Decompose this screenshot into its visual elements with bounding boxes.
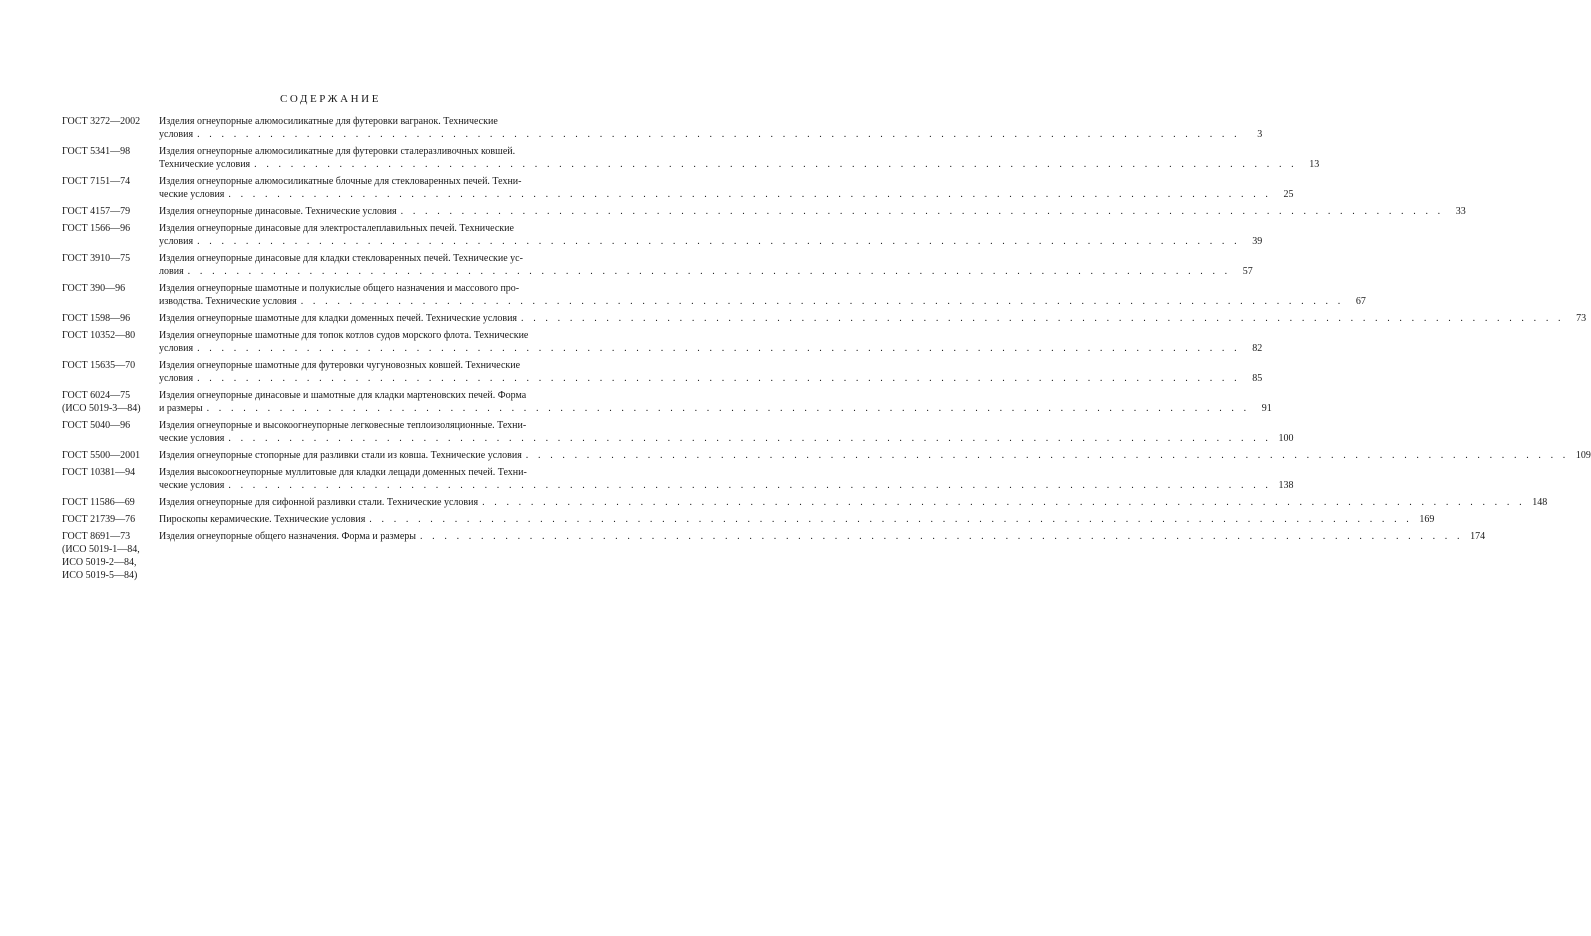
toc-entry — [62, 115, 1263, 141]
standard-code-line: ГОСТ 5500—2001 — [62, 450, 141, 461]
entry-title-line: Изделия огнеупорные динасовые. Технические условия — [159, 206, 397, 217]
entry-title — [159, 205, 1466, 218]
standard-code-line: ГОСТ 6024—75 — [62, 390, 131, 401]
entry-title-line: Пироскопы керамические. Технические условия — [159, 514, 366, 525]
entry-title — [159, 252, 1253, 278]
entry-title-line: Изделия огнеупорные для сифонной разливки стали. Технические условия — [159, 497, 479, 508]
standard-code — [62, 359, 159, 372]
standard-code — [62, 312, 159, 325]
leader-dots — [420, 530, 1463, 543]
entry-title-line: Изделия огнеупорные шамотные для кладки доменных печей. Технические условия — [159, 313, 518, 324]
page-number: 33 — [1455, 206, 1466, 217]
page-number: 67 — [1355, 296, 1366, 307]
entry-title — [159, 419, 1294, 445]
standard-code-line: ГОСТ 5341—98 — [62, 146, 131, 157]
entry-title — [159, 175, 1294, 201]
entry-title — [159, 389, 1272, 415]
entry-title-line: изводства. Технические условия — [159, 296, 297, 307]
standard-code-line: ГОСТ 1598—96 — [62, 313, 131, 324]
page-number: 174 — [1470, 531, 1486, 542]
leader-dots — [228, 479, 1271, 492]
entry-title-line: Изделия огнеупорные шамотные и полукислые общего назначения и массового про- — [159, 283, 520, 294]
entry-title — [159, 466, 1294, 492]
entry-title — [159, 449, 1591, 462]
page-number: 82 — [1252, 343, 1263, 354]
entry-title-line: Изделия огнеупорные шамотные для футеровки чугуновозных ковшей. Технические — [159, 360, 521, 371]
leader-dots — [197, 235, 1240, 248]
entry-title-line: ческие условия — [159, 189, 225, 200]
standard-code-line: ГОСТ 3272—2002 — [62, 116, 141, 127]
entry-title-line: Изделия огнеупорные общего назначения. Форма и размеры — [159, 531, 416, 542]
entry-title-line: условия — [159, 343, 194, 354]
entry-title-line: ческие условия — [159, 480, 225, 491]
toc-entry — [62, 282, 1366, 308]
standard-code-line: ГОСТ 11586—69 — [62, 497, 135, 508]
leader-dots — [197, 372, 1240, 385]
standard-code-line: ГОСТ 10352—80 — [62, 330, 136, 341]
page-number: 109 — [1575, 450, 1591, 461]
leader-dots — [482, 496, 1525, 509]
leader-dots — [188, 265, 1231, 278]
standard-code — [62, 329, 159, 342]
entry-title-line: условия — [159, 236, 194, 247]
standard-code-line: ГОСТ 8691—73 — [62, 531, 131, 542]
leader-dots — [301, 295, 1344, 308]
standard-code-line: ГОСТ 4157—79 — [62, 206, 131, 217]
leader-dots — [369, 513, 1412, 526]
standard-code-line: ГОСТ 3910—75 — [62, 253, 131, 264]
entry-title — [159, 282, 1366, 308]
standard-code-line: ИСО 5019-5—84) — [62, 570, 138, 581]
standard-code-line: ГОСТ 7151—74 — [62, 176, 131, 187]
entry-title-line: и размеры — [159, 403, 203, 414]
entry-title — [159, 222, 1262, 248]
toc-entry — [62, 389, 1272, 415]
page-number: 85 — [1252, 373, 1263, 384]
leader-dots — [526, 449, 1569, 462]
standard-code — [62, 145, 159, 158]
toc-entry — [62, 419, 1294, 445]
toc-entry — [62, 513, 1435, 526]
page-number: 148 — [1532, 497, 1548, 508]
page-number: 100 — [1278, 433, 1294, 444]
entry-title-line: Изделия огнеупорные и высокоогнеупорные легковесные теплоизоляционные. Техни- — [159, 420, 527, 431]
leader-dots — [207, 402, 1250, 415]
page-number: 91 — [1261, 403, 1272, 414]
standard-code — [62, 115, 159, 128]
entry-title-line: ловия — [159, 266, 184, 277]
page-number: 73 — [1576, 313, 1587, 324]
entry-title-line: Изделия огнеупорные динасовые для кладки стекловаренных печей. Технические ус- — [159, 253, 523, 264]
leader-dots — [228, 188, 1271, 201]
page-number: 25 — [1283, 189, 1294, 200]
standard-code-line: (ИСО 5019-1—84, — [62, 544, 140, 555]
toc-entry — [62, 530, 1486, 582]
entry-title — [159, 312, 1586, 325]
standard-code — [62, 175, 159, 188]
toc-entry — [62, 496, 1548, 509]
entry-title-line: Изделия огнеупорные алюмосиликатные блочные для стекловаренных печей. Техни- — [159, 176, 522, 187]
standard-code-line: ГОСТ 21739—76 — [62, 514, 136, 525]
entry-title-line: Изделия огнеупорные динасовые для электросталеплавильных печей. Технические — [159, 223, 514, 234]
toc-entry — [62, 205, 1466, 218]
standard-code — [62, 282, 159, 295]
table-of-contents — [62, 115, 1591, 586]
leader-dots — [197, 342, 1240, 355]
standard-code — [62, 252, 159, 265]
leader-dots — [401, 205, 1444, 218]
entry-title-line: условия — [159, 373, 194, 384]
entry-title-line: ческие условия — [159, 433, 225, 444]
standard-code — [62, 530, 159, 582]
standard-code-line: ИСО 5019-2—84, — [62, 557, 137, 568]
standard-code — [62, 449, 159, 462]
entry-title — [159, 329, 1262, 355]
page-number: 169 — [1419, 514, 1435, 525]
entry-title — [159, 513, 1434, 526]
page-number: 57 — [1242, 266, 1253, 277]
entry-title-line: Изделия огнеупорные шамотные для топок котлов судов морского флота. Технические — [159, 330, 529, 341]
standard-code-line: (ИСО 5019-3—84) — [62, 403, 141, 414]
page-title: СОДЕРЖАНИЕ — [279, 93, 382, 105]
toc-entry — [62, 329, 1263, 355]
toc-entry — [62, 145, 1320, 171]
toc-entry — [62, 359, 1263, 385]
entry-title-line: Изделия огнеупорные алюмосиликатные для футеровки сталеразливочных ковшей. — [159, 146, 516, 157]
entry-title-line: Технические условия — [159, 159, 251, 170]
toc-entry — [62, 449, 1591, 462]
toc-entry — [62, 312, 1587, 325]
standard-code-line: ГОСТ 390—96 — [62, 283, 126, 294]
standard-code — [62, 419, 159, 432]
entry-title — [159, 145, 1319, 171]
entry-title — [159, 359, 1262, 385]
leader-dots — [254, 158, 1297, 171]
entry-title-line: Изделия огнеупорные стопорные для разливки стали из ковша. Технические условия — [159, 450, 522, 461]
entry-title — [159, 530, 1485, 543]
toc-entry — [62, 222, 1263, 248]
toc-entry — [62, 252, 1253, 278]
toc-entry — [62, 466, 1294, 492]
standard-code — [62, 466, 159, 479]
standard-code — [62, 222, 159, 235]
standard-code-line: ГОСТ 15635—70 — [62, 360, 136, 371]
page-number: 13 — [1309, 159, 1320, 170]
entry-title-line: Изделия огнеупорные динасовые и шамотные для кладки мартеновских печей. Форма — [159, 390, 527, 401]
standard-code — [62, 205, 159, 218]
entry-title-line: Изделия огнеупорные алюмосиликатные для футеровки вагранок. Технические — [159, 116, 498, 127]
toc-entry — [62, 175, 1294, 201]
standard-code-line: ГОСТ 5040—96 — [62, 420, 131, 431]
standard-code — [62, 496, 159, 509]
page-number: 3 — [1257, 129, 1263, 140]
leader-dots — [521, 312, 1564, 325]
standard-code-line: ГОСТ 1566—96 — [62, 223, 131, 234]
standard-code — [62, 513, 159, 526]
standard-code — [62, 389, 159, 415]
entry-title-line: Изделия высокоогнеупорные муллитовые для кладки лещади доменных печей. Техни- — [159, 467, 527, 478]
entry-title-line: условия — [159, 129, 194, 140]
leader-dots — [228, 432, 1271, 445]
entry-title — [159, 115, 1262, 141]
entry-title — [159, 496, 1547, 509]
leader-dots — [197, 128, 1240, 141]
standard-code-line: ГОСТ 10381—94 — [62, 467, 136, 478]
page-number: 39 — [1252, 236, 1263, 247]
page-number: 138 — [1278, 480, 1294, 491]
